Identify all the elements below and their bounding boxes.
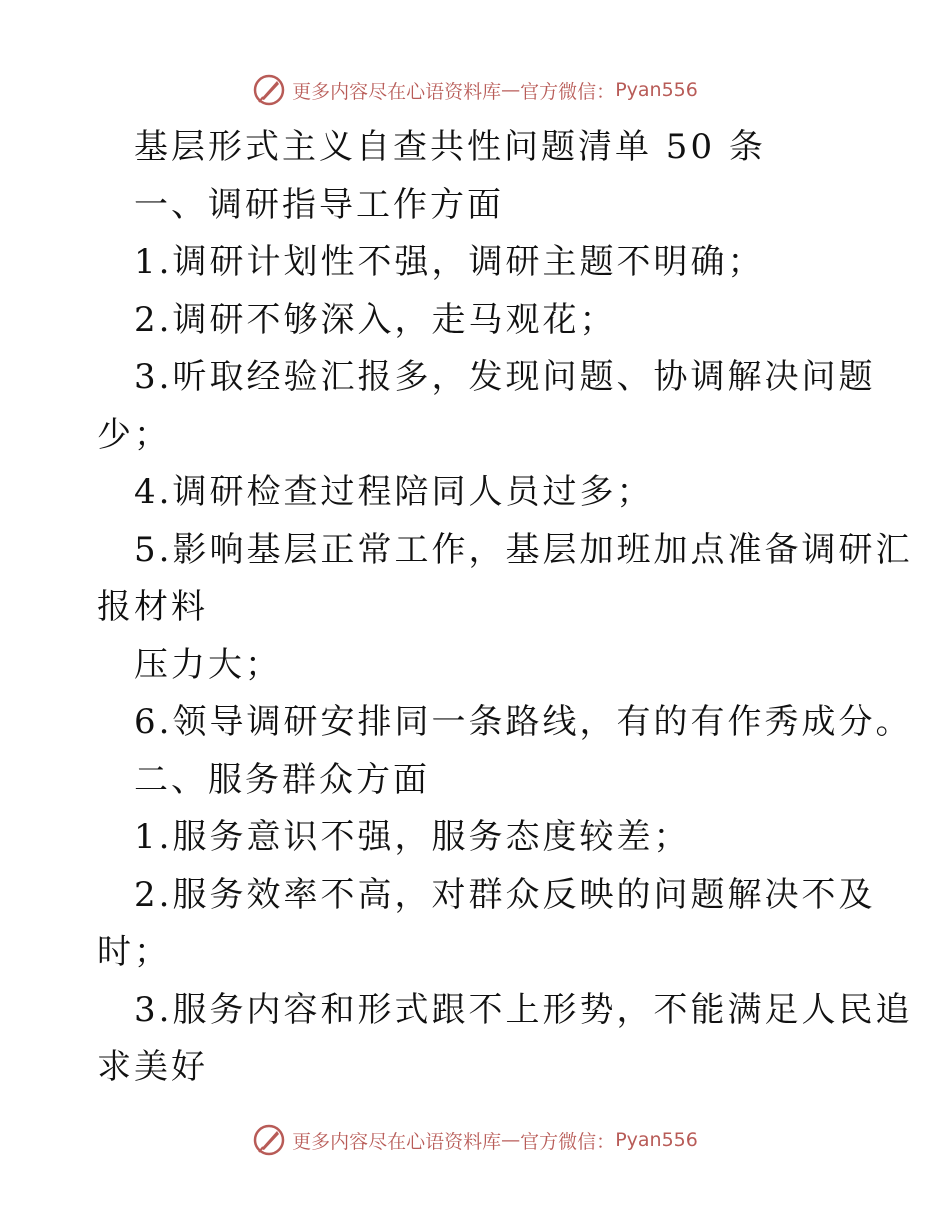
watermark-separator: — bbox=[501, 1129, 521, 1151]
watermark-text: 更多内容尽在心语资料库 bbox=[292, 80, 502, 103]
text-line: 4.调研检查过程陪同人员过多； bbox=[134, 472, 654, 512]
quill-logo-icon bbox=[252, 1123, 286, 1157]
text-line: 3.听取经验汇报多，发现问题、协调解决问题 bbox=[134, 357, 876, 397]
text-line: 2.调研不够深入，走马观花； bbox=[134, 299, 617, 340]
text-line: 少； bbox=[97, 414, 171, 455]
watermark-contact: 官方微信： bbox=[520, 1130, 616, 1153]
text-line: 5.影响基层正常工作，基层加班加点准备调研汇 bbox=[134, 529, 913, 570]
watermark-contact: 官方微信： bbox=[520, 80, 616, 103]
text-line: 一、调研指导工作方面 bbox=[134, 184, 504, 225]
watermark-wechat-id: Pyan556 bbox=[615, 79, 698, 101]
text-line: 1.服务意识不强，服务态度较差； bbox=[134, 817, 691, 857]
text-line: 求美好 bbox=[97, 1047, 208, 1087]
text-line: 6.领导调研安排同一条路线，有的有作秀成分。 bbox=[134, 702, 913, 742]
watermark-wechat-id: Pyan556 bbox=[615, 1129, 698, 1151]
text-line: 时； bbox=[97, 932, 171, 972]
text-line: 报材料 bbox=[97, 587, 208, 627]
watermark-text: 更多内容尽在心语资料库 bbox=[292, 1130, 502, 1153]
watermark-footer bbox=[0, 1120, 950, 1160]
quill-logo-icon bbox=[252, 73, 286, 107]
text-line: 基层形式主义自查共性问题清单 50 条 bbox=[134, 127, 766, 167]
document-body bbox=[0, 119, 950, 1097]
text-line: 二、服务群众方面 bbox=[134, 759, 430, 800]
watermark-header bbox=[0, 70, 950, 110]
text-line: 3.服务内容和形式跟不上形势，不能满足人民追 bbox=[134, 989, 913, 1030]
text-line: 1.调研计划性不强，调研主题不明确； bbox=[134, 242, 765, 282]
text-line: 2.服务效率不高，对群众反映的问题解决不及 bbox=[134, 874, 876, 915]
text-line: 压力大； bbox=[134, 644, 282, 685]
watermark-separator: — bbox=[501, 79, 521, 101]
